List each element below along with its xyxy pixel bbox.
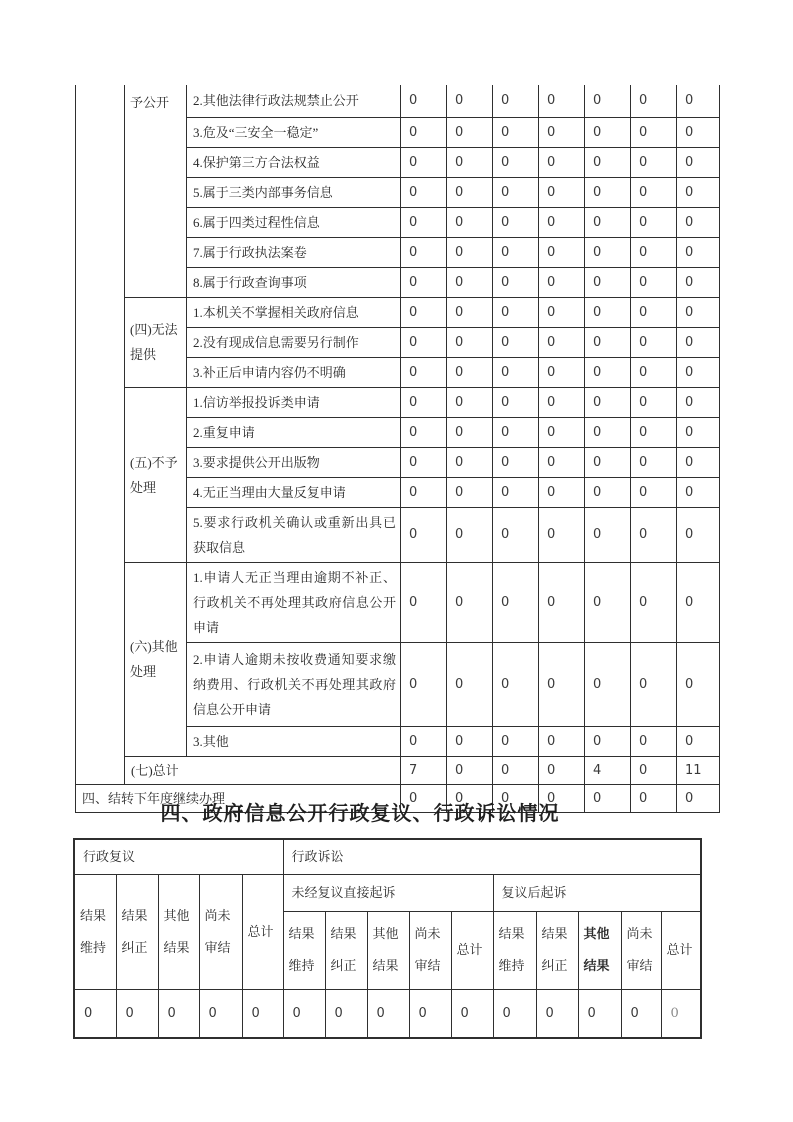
value-cell: 0: [401, 327, 447, 357]
value-cell: 0: [536, 989, 578, 1038]
value-cell: 0: [539, 642, 585, 726]
value-cell: 0: [447, 447, 493, 477]
value-cell: 0: [493, 297, 539, 327]
value-cell: 0: [585, 562, 631, 642]
value-cell: 0: [677, 417, 720, 447]
column-header-cell: 结果纠正: [325, 911, 367, 989]
group-label-cell: (五)不予处理: [125, 387, 187, 562]
value-cell: 0: [631, 267, 677, 297]
item-label-cell: 1.申请人无正当理由逾期不补正、行政机关不再处理其政府信息公开申请: [187, 562, 401, 642]
value-cell: 0: [325, 989, 367, 1038]
value-cell: 0: [631, 387, 677, 417]
item-label-cell: 2.其他法律行政法规禁止公开: [187, 85, 401, 117]
value-cell: 0: [493, 642, 539, 726]
value-cell: 0: [451, 989, 493, 1038]
value-cell: 0: [493, 507, 539, 562]
value-cell: 0: [401, 267, 447, 297]
total-row: [76, 756, 720, 784]
value-cell: 0: [621, 989, 661, 1038]
item-label-cell: 5.要求行政机关确认或重新出具已获取信息: [187, 507, 401, 562]
table-row: [76, 387, 720, 417]
value-cell: 0: [401, 357, 447, 387]
value-cell: 0: [447, 147, 493, 177]
value-cell: 0: [401, 387, 447, 417]
value-cell: 0: [493, 357, 539, 387]
value-cell: 0: [199, 989, 242, 1038]
value-cell: 0: [539, 327, 585, 357]
value-cell: 0: [677, 642, 720, 726]
suit-after-review-header-cell: 复议后起诉: [493, 874, 701, 911]
column-header-cell: 其他结果: [367, 911, 409, 989]
value-cell: 0: [677, 85, 720, 117]
value-cell: 0: [677, 147, 720, 177]
item-label-cell: 3.要求提供公开出版物: [187, 447, 401, 477]
value-cell: 0: [493, 562, 539, 642]
carryover-value-cell: 0: [539, 784, 585, 812]
column-header-cell: 结果纠正: [536, 911, 578, 989]
total-label-cell: (七)总计: [125, 756, 401, 784]
request-handling-table: [75, 85, 720, 813]
value-cell: 0: [631, 85, 677, 117]
value-cell: 0: [677, 387, 720, 417]
value-cell: 0: [585, 357, 631, 387]
value-cell: 0: [585, 642, 631, 726]
value-cell: 0: [585, 477, 631, 507]
item-label-cell: 1.信访举报投诉类申请: [187, 387, 401, 417]
value-cell: 0: [539, 207, 585, 237]
value-cell: 0: [447, 417, 493, 447]
value-cell: 0: [367, 989, 409, 1038]
value-cell: 0: [283, 989, 325, 1038]
total-value-cell: 0: [493, 756, 539, 784]
carryover-value-cell: 0: [585, 784, 631, 812]
value-cell: 0: [493, 989, 536, 1038]
carryover-value-cell: 0: [631, 784, 677, 812]
value-cell: 0: [631, 327, 677, 357]
table-row: [74, 874, 701, 911]
review-litigation-table: [73, 838, 702, 1039]
value-cell: 0: [447, 267, 493, 297]
item-label-cell: 3.其他: [187, 726, 401, 756]
review-litigation-table-body: [74, 839, 701, 1038]
column-header-cell: 其他结果: [158, 874, 199, 989]
value-cell: 0: [493, 726, 539, 756]
value-cell: 0: [585, 507, 631, 562]
carryover-value-cell: 0: [401, 784, 447, 812]
value-cell: 0: [631, 642, 677, 726]
total-value-cell: 11: [677, 756, 720, 784]
carryover-value-cell: 0: [677, 784, 720, 812]
value-cell: 0: [447, 726, 493, 756]
value-cell: 0: [401, 477, 447, 507]
item-label-cell: 5.属于三类内部事务信息: [187, 177, 401, 207]
value-cell: 0: [539, 237, 585, 267]
data-row: [74, 989, 701, 1038]
value-cell: 0: [677, 357, 720, 387]
value-cell: 0: [539, 177, 585, 207]
value-cell: 0: [493, 147, 539, 177]
value-cell: 0: [493, 447, 539, 477]
column-header-cell: 结果纠正: [116, 874, 158, 989]
value-cell: 0: [401, 507, 447, 562]
value-cell: 0: [409, 989, 451, 1038]
value-cell: 0: [631, 237, 677, 267]
item-label-cell: 4.无正当理由大量反复申请: [187, 477, 401, 507]
value-cell: 0: [539, 297, 585, 327]
value-cell: 0: [677, 177, 720, 207]
value-cell: 0: [677, 447, 720, 477]
value-cell: 0: [631, 447, 677, 477]
value-cell: 0: [539, 387, 585, 417]
value-cell: 0: [158, 989, 199, 1038]
column-header-cell: 总计: [451, 911, 493, 989]
group-label-cell: 予公开: [125, 85, 187, 297]
value-cell: 0: [677, 297, 720, 327]
value-cell: 0: [493, 85, 539, 117]
value-cell: 0: [661, 989, 701, 1038]
value-cell: 0: [401, 117, 447, 147]
value-cell: 0: [447, 117, 493, 147]
value-cell: 0: [677, 207, 720, 237]
litigation-header-cell: 行政诉讼: [283, 839, 701, 874]
value-cell: 0: [401, 147, 447, 177]
value-cell: 0: [493, 237, 539, 267]
value-cell: 0: [401, 726, 447, 756]
value-cell: 0: [578, 989, 621, 1038]
value-cell: 0: [585, 267, 631, 297]
value-cell: 0: [493, 207, 539, 237]
value-cell: 0: [631, 726, 677, 756]
value-cell: 0: [585, 417, 631, 447]
value-cell: 0: [539, 117, 585, 147]
value-cell: 0: [677, 562, 720, 642]
value-cell: 0: [585, 117, 631, 147]
value-cell: 0: [677, 507, 720, 562]
value-cell: 0: [677, 117, 720, 147]
value-cell: 0: [539, 562, 585, 642]
value-cell: 0: [677, 327, 720, 357]
carryover-value-cell: 0: [447, 784, 493, 812]
column-header-cell: 结果维持: [283, 911, 325, 989]
value-cell: 0: [401, 417, 447, 447]
column-header-cell: 其他结果: [578, 911, 621, 989]
value-cell: 0: [539, 447, 585, 477]
value-cell: 0: [631, 417, 677, 447]
total-value-cell: 0: [631, 756, 677, 784]
value-cell: 0: [631, 117, 677, 147]
item-label-cell: 8.属于行政查询事项: [187, 267, 401, 297]
value-cell: 0: [585, 237, 631, 267]
value-cell: 0: [677, 477, 720, 507]
value-cell: 0: [677, 726, 720, 756]
value-cell: 0: [401, 237, 447, 267]
item-label-cell: 4.保护第三方合法权益: [187, 147, 401, 177]
value-cell: 0: [585, 207, 631, 237]
value-cell: 0: [74, 989, 116, 1038]
value-cell: 0: [116, 989, 158, 1038]
value-cell: 0: [447, 642, 493, 726]
value-cell: 0: [539, 507, 585, 562]
table-row: [76, 297, 720, 327]
value-cell: 0: [677, 237, 720, 267]
value-cell: 0: [493, 417, 539, 447]
total-value-cell: 7: [401, 756, 447, 784]
value-cell: 0: [631, 297, 677, 327]
value-cell: 0: [447, 327, 493, 357]
item-label-cell: 6.属于四类过程性信息: [187, 207, 401, 237]
column-header-cell: 结果维持: [493, 911, 536, 989]
group-label-cell: (四)无法提供: [125, 297, 187, 387]
value-cell: 0: [447, 177, 493, 207]
carryover-value-cell: 0: [493, 784, 539, 812]
item-label-cell: 3.补正后申请内容仍不明确: [187, 357, 401, 387]
value-cell: 0: [631, 477, 677, 507]
item-label-cell: 2.申请人逾期未按收费通知要求缴纳费用、行政机关不再处理其政府信息公开申请: [187, 642, 401, 726]
table-row: [76, 85, 720, 117]
value-cell: 0: [447, 477, 493, 507]
value-cell: 0: [493, 327, 539, 357]
value-cell: 0: [677, 267, 720, 297]
value-cell: 0: [401, 85, 447, 117]
column-header-cell: 总计: [661, 911, 701, 989]
value-cell: 0: [493, 267, 539, 297]
column-header-cell: 尚未审结: [409, 911, 451, 989]
column-header-cell: 尚未审结: [621, 911, 661, 989]
value-cell: 0: [631, 207, 677, 237]
reconsideration-header-cell: 行政复议: [74, 839, 283, 874]
value-cell: 0: [401, 177, 447, 207]
value-cell: 0: [493, 477, 539, 507]
value-cell: 0: [447, 562, 493, 642]
total-value-cell: 0: [539, 756, 585, 784]
total-value-cell: 4: [585, 756, 631, 784]
value-cell: 0: [585, 726, 631, 756]
value-cell: 0: [493, 117, 539, 147]
value-cell: 0: [631, 507, 677, 562]
value-cell: 0: [585, 447, 631, 477]
value-cell: 0: [585, 327, 631, 357]
value-cell: 0: [539, 477, 585, 507]
value-cell: 0: [631, 177, 677, 207]
value-cell: 0: [447, 207, 493, 237]
value-cell: 0: [401, 297, 447, 327]
group-label-cell: (六)其他处理: [125, 562, 187, 756]
request-handling-table-body: [76, 85, 720, 812]
item-label-cell: 2.没有现成信息需要另行制作: [187, 327, 401, 357]
value-cell: 0: [401, 642, 447, 726]
value-cell: 0: [447, 237, 493, 267]
value-cell: 0: [242, 989, 283, 1038]
value-cell: 0: [493, 177, 539, 207]
table-row: [74, 839, 701, 874]
value-cell: 0: [447, 85, 493, 117]
value-cell: 0: [631, 147, 677, 177]
value-cell: 0: [447, 297, 493, 327]
left-category-spanner-cell: [76, 85, 125, 784]
value-cell: 0: [585, 85, 631, 117]
value-cell: 0: [631, 562, 677, 642]
item-label-cell: 7.属于行政执法案卷: [187, 237, 401, 267]
column-header-cell: 尚未审结: [199, 874, 242, 989]
value-cell: 0: [631, 357, 677, 387]
total-value-cell: 0: [447, 756, 493, 784]
value-cell: 0: [539, 267, 585, 297]
direct-suit-header-cell: 未经复议直接起诉: [283, 874, 493, 911]
value-cell: 0: [539, 147, 585, 177]
section-heading: 四、政府信息公开行政复议、行政诉讼情况: [160, 803, 560, 825]
value-cell: 0: [447, 507, 493, 562]
value-cell: 0: [585, 177, 631, 207]
value-cell: 0: [447, 387, 493, 417]
table-row: [76, 562, 720, 642]
column-header-cell: 总计: [242, 874, 283, 989]
value-cell: 0: [585, 387, 631, 417]
item-label-cell: 2.重复申请: [187, 417, 401, 447]
value-cell: 0: [585, 147, 631, 177]
value-cell: 0: [401, 207, 447, 237]
value-cell: 0: [539, 726, 585, 756]
value-cell: 0: [447, 357, 493, 387]
value-cell: 0: [401, 447, 447, 477]
column-header-cell: 结果维持: [74, 874, 116, 989]
carryover-label-cell: 四、结转下年度继续办理: [76, 784, 401, 812]
value-cell: 0: [493, 387, 539, 417]
value-cell: 0: [585, 297, 631, 327]
item-label-cell: 1.本机关不掌握相关政府信息: [187, 297, 401, 327]
value-cell: 0: [539, 85, 585, 117]
value-cell: 0: [539, 417, 585, 447]
value-cell: 0: [401, 562, 447, 642]
item-label-cell: 3.危及“三安全一稳定”: [187, 117, 401, 147]
value-cell: 0: [539, 357, 585, 387]
